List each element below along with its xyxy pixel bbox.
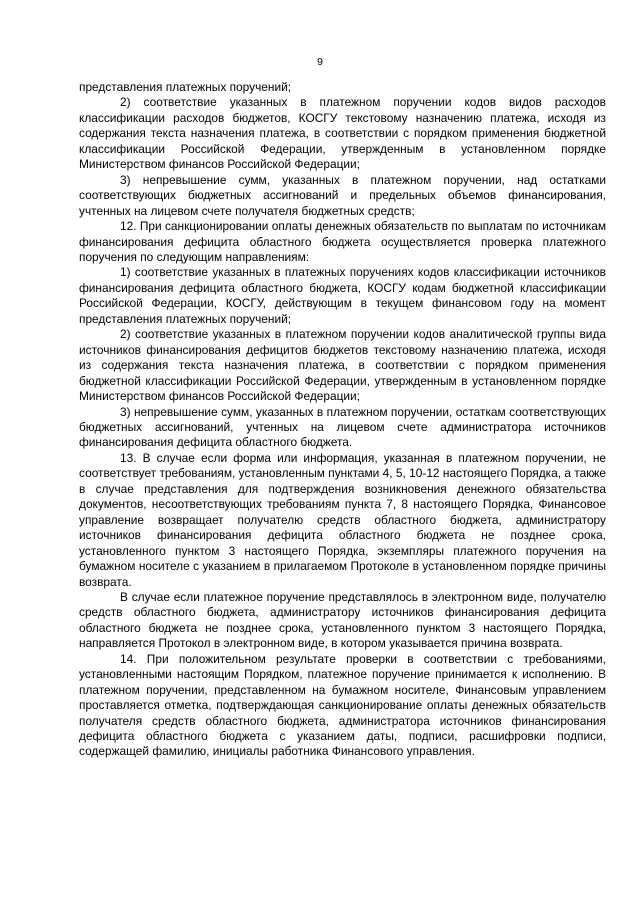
paragraph: 2) соответствие указанных в платежном поручении кодов аналитической группы вида источников финансирования дефицитов бюджетов текстовому назначению платежа, исходя из содержания текста назначения платежа, в соответствии с порядком применения бюджетной классификации Российской Федерации, утвержденным в установленном порядке Министерством финансов Российской Федерации; bbox=[79, 327, 606, 404]
paragraph: 1) соответствие указанных в платежных поручениях кодов классификации источников финансирования дефицита областного бюджета, КОСГУ кодам бюджетной классификации Российской Федерации, КОСГУ, действующим в текущем финансовом году на момент представления платежных поручений; bbox=[79, 265, 606, 326]
paragraph: 13. В случае если форма или информация, указанная в платежном поручении, не соответствует требованиям, установленным пунктами 4, 5, 10-12 настоящего Порядка, а также в случае представления для подтверждения возникновения денежного обязательства документов, несоответствующих требованиям пункта 7, 8 настоящего Порядка, Финансовое управление возвращает получателю средств областного бюджета, администратору источников финансирования дефицита областного бюджета не позднее срока, установленного пунктом 3 настоящего Порядка, экземпляры платежного поручения на бумажном носителе с указанием в прилагаемом Протоколе в установленном порядке причины возврата. bbox=[79, 450, 606, 589]
paragraph: 3) непревышение сумм, указанных в платежном поручении, над остатками соответствующих бюджетных ассигнований и предельных объемов финансирования, учтенных на лицевом счете получателя бюджетных средств; bbox=[79, 172, 606, 218]
paragraph: 3) непревышение сумм, указанных в платежном поручении, остаткам соответствующих бюджетных ассигнований, учтенных на лицевом счете администратора источников финансирования дефицита областного бюджета. bbox=[79, 404, 606, 450]
paragraph: 14. При положительном результате проверки в соответствии с требованиями, установленными настоящим Порядком, платежное поручение принимается к исполнению. В платежном поручении, представленном на бумажном носителе, Финансовым управлением проставляется отметка, подтверждающая санкционирование оплаты денежных обязательств получателя средств областного бюджета, администратора источников финансирования дефицита областного бюджета с указанием даты, подписи, расшифровки подписи, содержащей фамилию, инициалы работника Финансового управления. bbox=[79, 651, 606, 759]
paragraph: В случае если платежное поручение представлялось в электронном виде, получателю средств областного бюджета, администратору источников финансирования дефицита областного бюджета не позднее срока, установленного пунктом 3 настоящего Порядка, направляется Протокол в электронном виде, в котором указывается причина возврата. bbox=[79, 589, 606, 651]
document-body bbox=[79, 80, 606, 760]
paragraph: представления платежных поручений; bbox=[79, 80, 292, 94]
paragraph: 12. При санкционировании оплаты денежных обязательств по выплатам по источникам финансирования дефицита областного бюджета осуществляется проверка платежного поручения по следующим направлениям: bbox=[79, 219, 606, 264]
paragraph: 2) соответствие указанных в платежном поручении кодов видов расходов классификации расходов бюджетов, КОСГУ текстовому назначению платежа, исходя из содержания текста назначения платежа, в соответствии с порядком применения бюджетной классификации Российской Федерации, утвержденным в установленном порядке Министерством финансов Российской Федерации; bbox=[79, 95, 606, 172]
page-number: 9 bbox=[317, 56, 323, 68]
